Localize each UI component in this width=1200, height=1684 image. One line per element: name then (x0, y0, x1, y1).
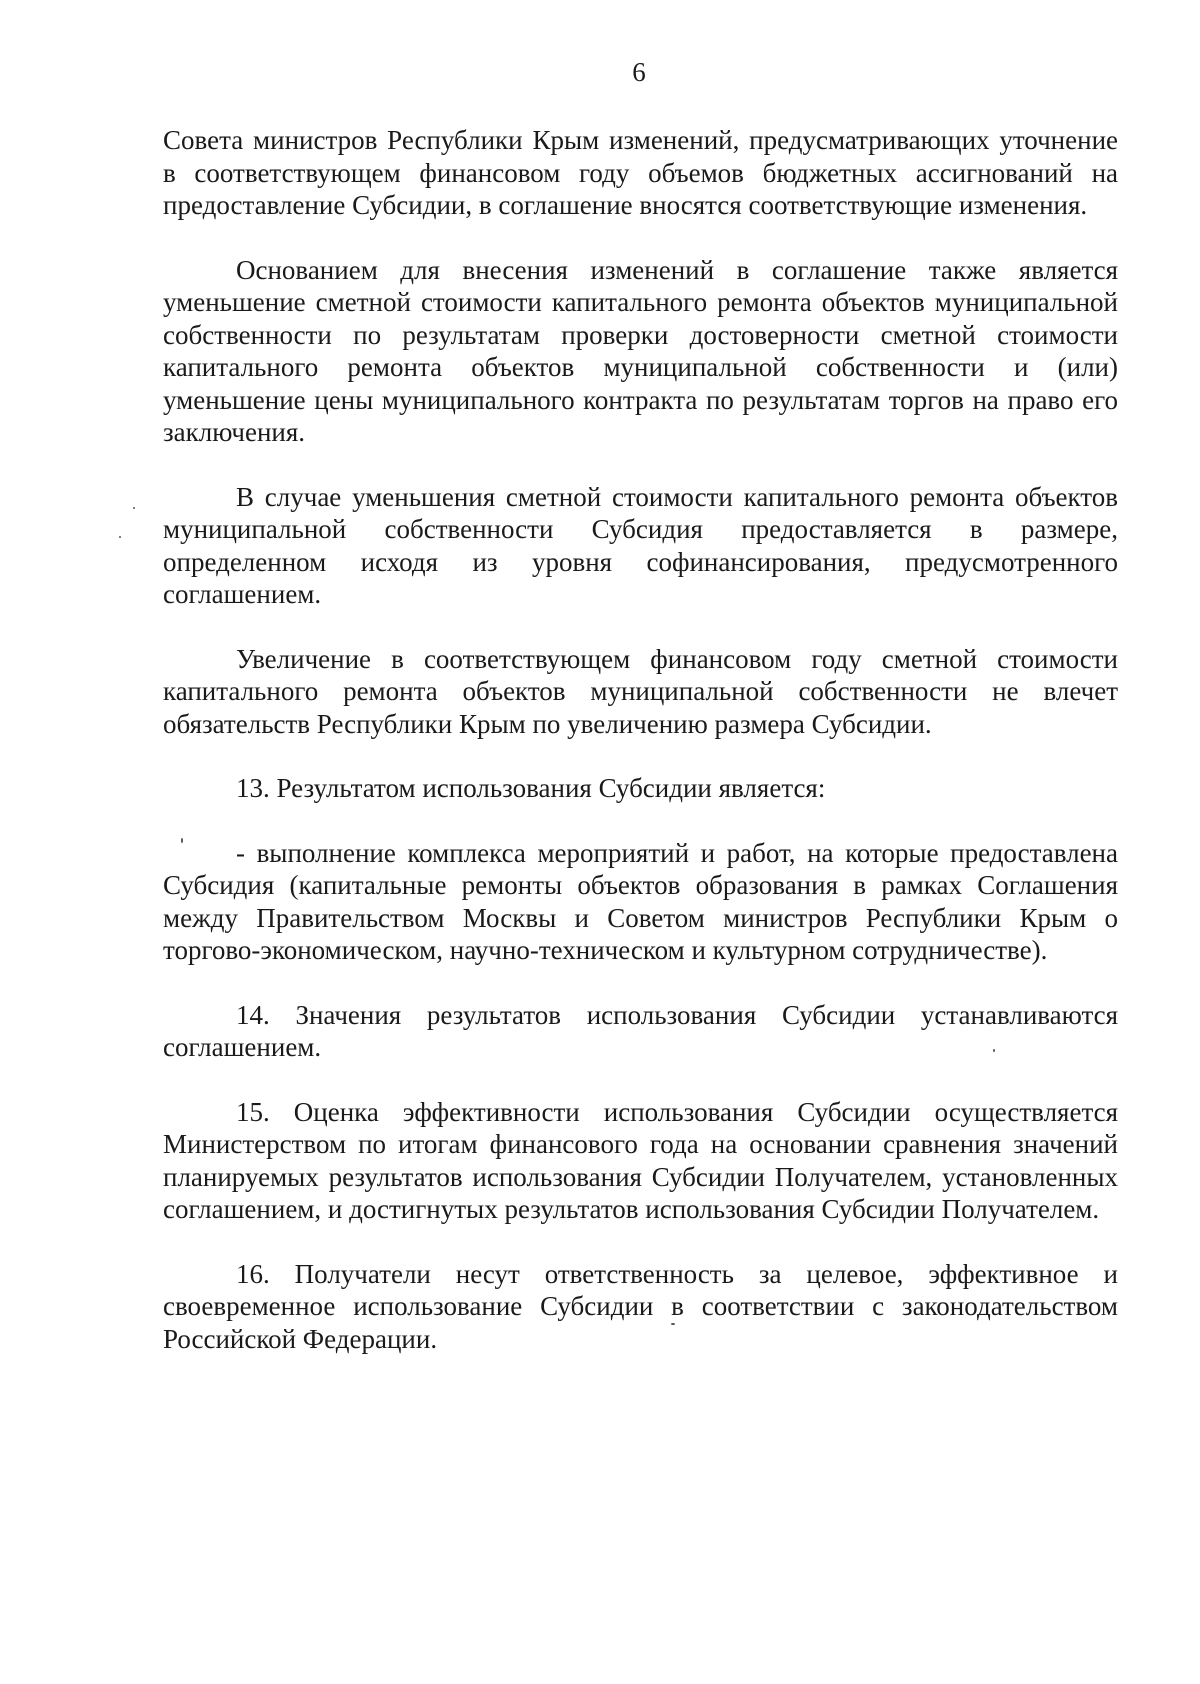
document-body (163, 124, 1118, 1355)
scan-speck (181, 838, 183, 843)
scan-speck (993, 1049, 995, 1052)
paragraph-16: 16. Получатели несут ответственность за целевое, эффективное и своевременное использование Субсидии в соответствии с законодательством Российской Федерации. (163, 1258, 1118, 1354)
page-number: 6 (632, 57, 646, 87)
scan-speck (119, 536, 121, 538)
scan-speck (671, 1323, 675, 1325)
paragraph-13-result: 13. Результатом использования Субсидии является: (236, 773, 826, 803)
paragraph-cost-increase: Увеличение в соответствующем финансовом году сметной стоимости капитального ремонта объектов муниципальной собственности не влечет обязательств Республики Крым по увеличению размера Субсидии. (163, 643, 1118, 739)
paragraph-continuation: Совета министров Республики Крым изменений, предусматривающих уточнение в соответствующем финансовом году объемов бюджетных ассигнований на предоставление Субсидии, в соглашение вносятся соответствующие изменения. (163, 125, 1118, 220)
scan-speck (133, 507, 135, 509)
paragraph-grounds-for-changes: Основанием для внесения изменений в соглашение также является уменьшение сметной стоимости капитального ремонта объектов муниципальной собственности по результатам проверки достоверности сметной стоимости капитального ремонта объектов муниципальной собственности и (или) уменьшение цены муниципального контракта по результатам торгов на право его заключения. (163, 254, 1118, 447)
paragraph-13-list-item: - выполнение комплекса мероприятий и работ, на которые предоставлена Субсидия (капитальные ремонты объектов образования в рамках Соглашения между Правительством Москвы и Советом министров Республики Крым о торгово-экономическом, научно-техническом и культурном сотрудничестве). (163, 837, 1118, 965)
paragraph-14: 14. Значения результатов использования Субсидии устанавливаются соглашением. (163, 999, 1118, 1062)
paragraph-cost-reduction: В случае уменьшения сметной стоимости капитального ремонта объектов муниципальной собственности Субсидия предоставляется в размере, определенном исходя из уровня софинансирования, предусмотренного соглашением. (163, 481, 1118, 609)
paragraph-15: 15. Оценка эффективности использования Субсидии осуществляется Министерством по итогам финансового года на основании сравнения значений планируемых результатов использования Субсидии Получателем, установленных соглашением, и достигнутых результатов использования Субсидии Получателем. (163, 1096, 1118, 1224)
